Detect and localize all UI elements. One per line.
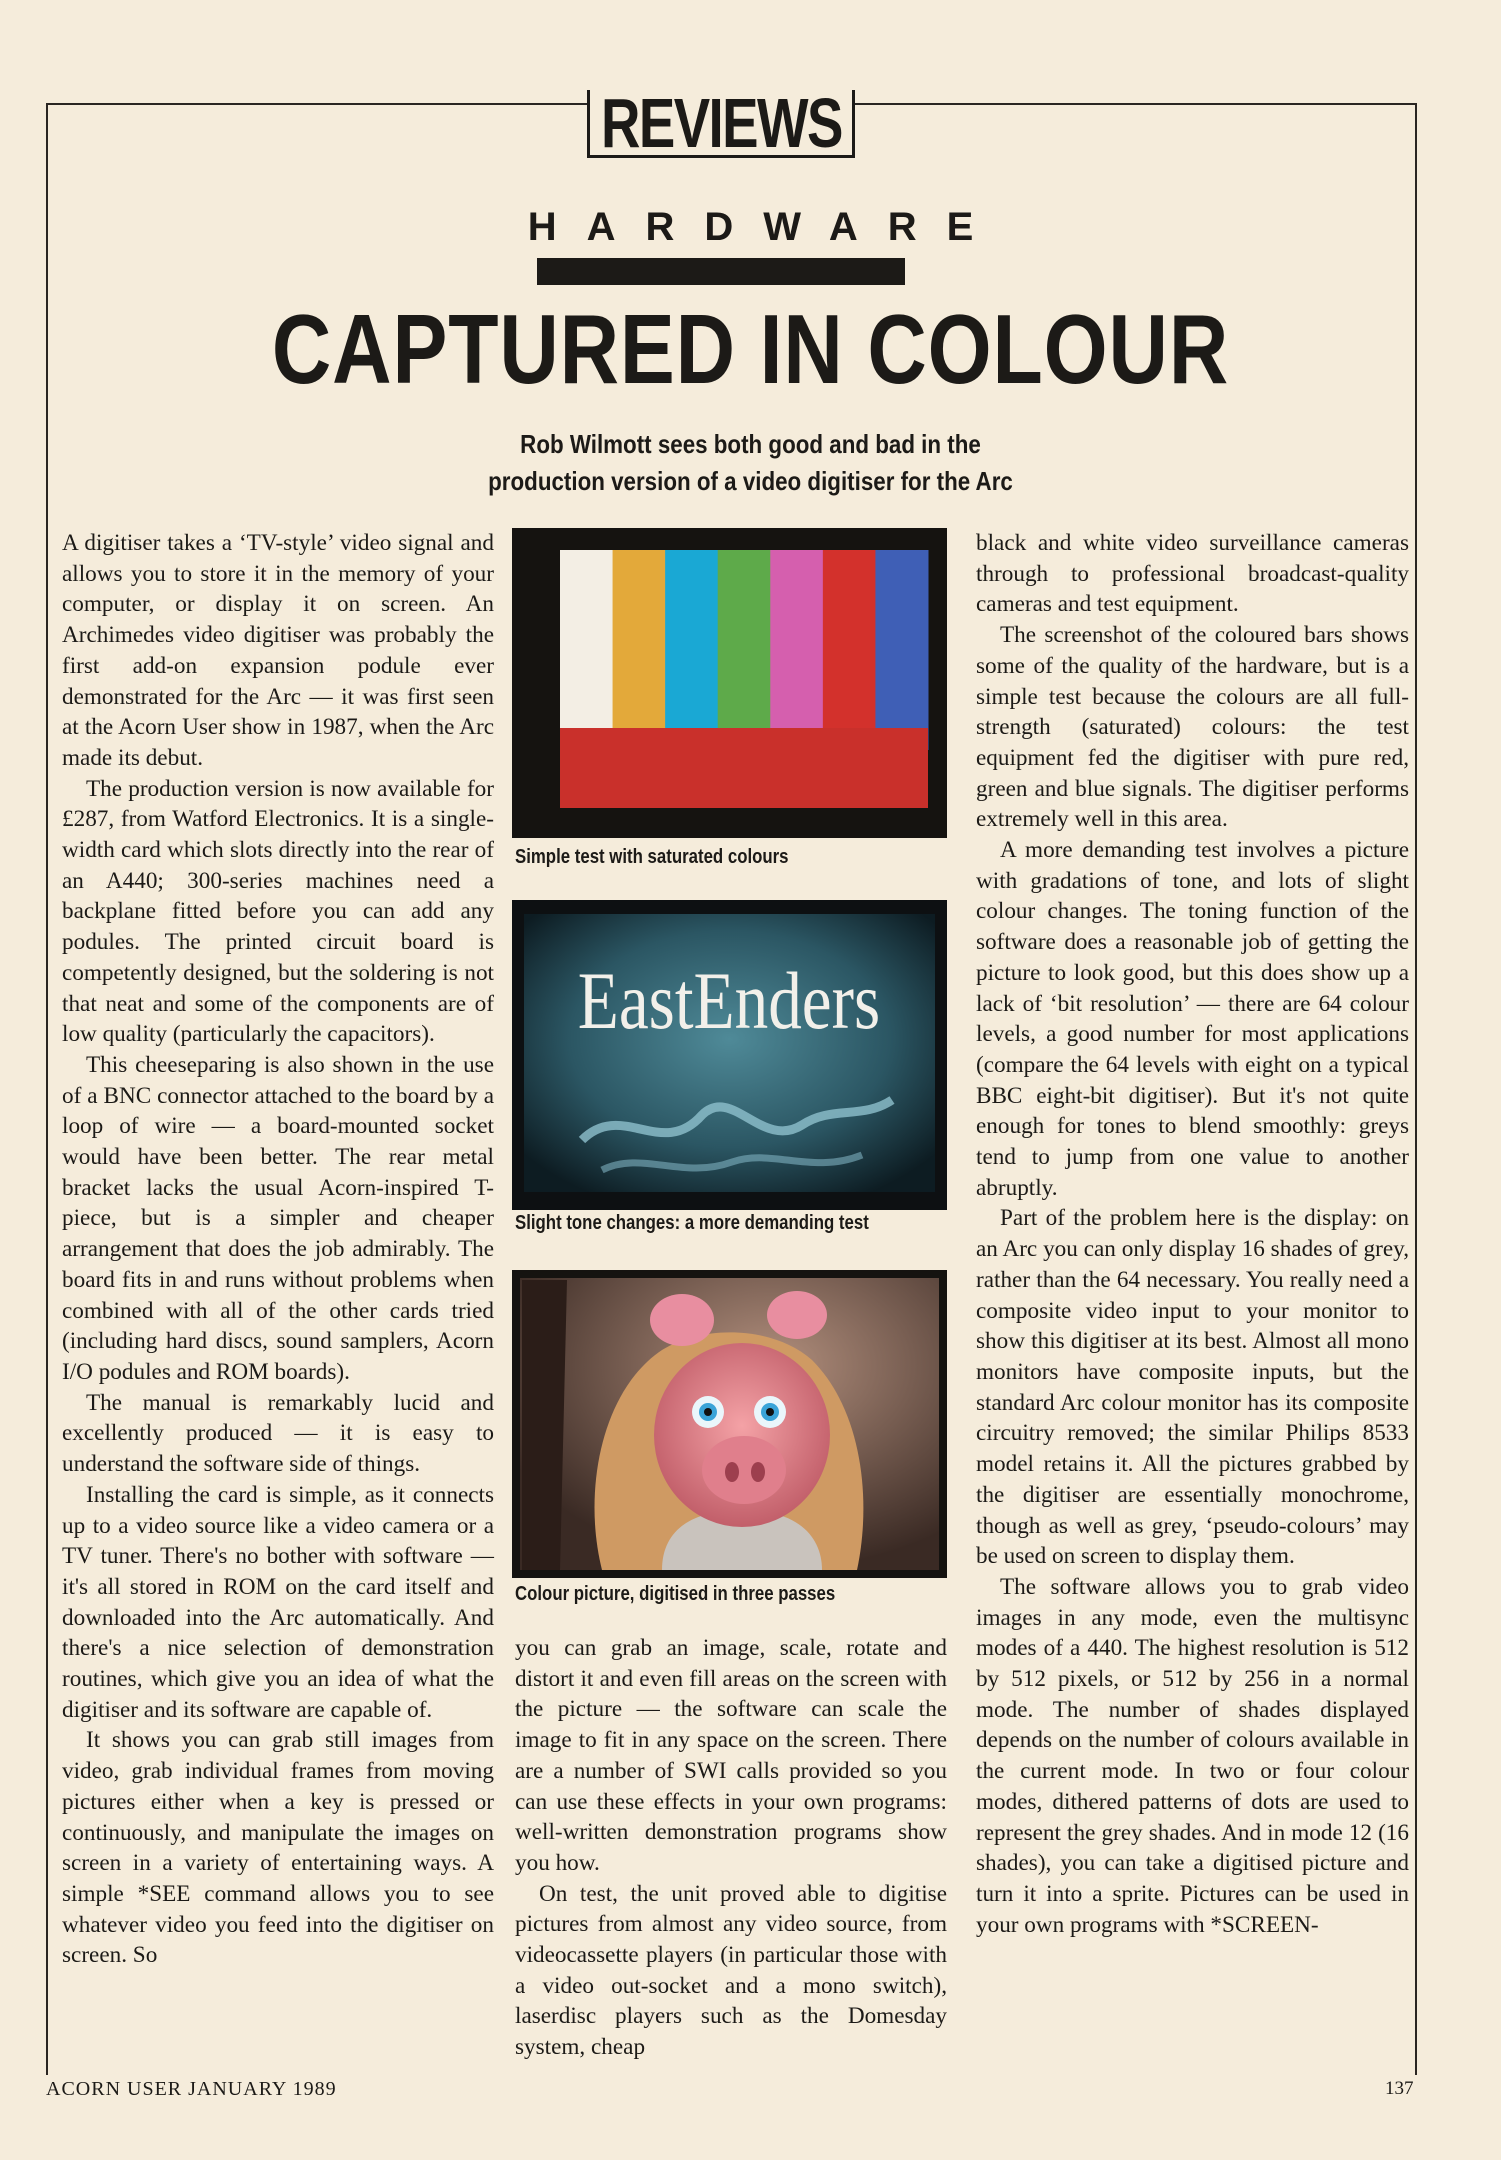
- paragraph: The manual is remarkably lucid and excellently produced — it is easy to understand the software side of things.: [62, 1389, 494, 1478]
- paragraph: black and white video surveillance cameras through to professional broadcast-quality cameras and test equipment.: [976, 530, 1409, 618]
- paragraph: The software allows you to grab video images in any mode, even the multisync modes of a 440. The highest resolution is 512 by 512 pixels, or 512 by 256 in a normal mode. The number of shades displayed depends on the number of colours available in the current mode. In two or four colour modes, dithered patterns of dots are used to represent the grey shades. And in mode 12 (16 shades), you can take a digitised picture and turn it into a sprite. Pictures can be used in your own programs with *SCREEN-: [976, 1573, 1409, 1938]
- department-label: REVIEWS: [600, 83, 842, 162]
- article-column-2: [515, 1633, 947, 2063]
- figure-caption: Slight tone changes: a more demanding test: [515, 1212, 869, 1234]
- section-label: HARDWARE: [527, 205, 1004, 249]
- colour-bar: [718, 550, 771, 750]
- paragraph: you can grab an image, scale, rotate and distort it and even fill areas on the screen with the picture — the software can scale the image to fit in any space on the screen. There are a number of SWI calls provided so you can use these effects in your own programs: well-written demonstration programs show you how.: [515, 1635, 947, 1876]
- colour-bar: [613, 550, 666, 750]
- footer-page-number: 137: [1385, 2078, 1414, 2099]
- article-column-3: [976, 528, 1409, 1940]
- paragraph: Installing the card is simple, as it connects up to a video source like a video camera or a TV tuner. There's no bother with software — it's all stored in ROM on the card itself and downloaded into the Arc automatically. And there's a nice selection of demonstration routines, which give you an idea of what the digitiser and its software are capable of.: [62, 1481, 494, 1723]
- paragraph: A digitiser takes a ‘TV-style’ video signal and allows you to store it in the memory of your computer, or display it on screen. An Archimedes video digitiser was probably the first add-on expansion podule ever demonstrated for the Arc — it was first seen at the Acorn User show in 1987, when the Arc made its debut.: [62, 530, 494, 771]
- paragraph: It shows you can grab still images from video, grab individual frames from moving pictures either when a key is pressed or continuously, and manipulate the images on screen in a variety of entertaining ways. A simple *SEE command allows you to see whatever video you feed into the digitiser on screen. So: [62, 1727, 494, 1969]
- article-column-1: [62, 528, 494, 1971]
- standfirst-line: production version of a video digitiser for the Arc: [488, 466, 1013, 496]
- paragraph: This cheeseparing is also shown in the use of a BNC connector attached to the board by a loop of wire — a board-mounted socket would have been better. The rear metal bracket lacks the usual Acorn-inspired T-piece, but is a simpler and cheaper arrangement that does the job admirably. The board fits in and runs without problems when combined with all of the other cards tried (including hard discs, sound samplers, Acorn I/O podules and ROM boards).: [62, 1051, 494, 1385]
- figure-caption: Simple test with saturated colours: [515, 846, 789, 868]
- colour-bars-image: [512, 528, 947, 838]
- paragraph: Part of the problem here is the display: on an Arc you can only display 16 shades of grey, rather than the 64 necessary. You really need a composite video input to your monitor to show this digitiser at its best. Almost all mono monitors have composite inputs, but the standard Arc colour monitor has its composite circuitry removed; the similar Philips 8533 model retains it. All the pictures grabbed by the digitiser are essentially monochrome, though as well as grey, ‘pseudo-colours’ may be used on screen to display them.: [976, 1205, 1409, 1570]
- colour-picture-image: [512, 1270, 947, 1578]
- paragraph: A more demanding test involves a picture with gradations of tone, and lots of slight colour changes. The toning function of the software does a reasonable job of getting the picture to look good, but this does show up a lack of ‘bit resolution’ — there are 64 colour levels, a good number for most applications (compare the 64 levels with eight on a typical BBC eight-bit digitiser). But it's not quite enough for tones to blend smoothly: greys tend to jump from one value to another abruptly.: [976, 837, 1409, 1201]
- standfirst: [0, 426, 1501, 500]
- colour-bar: [665, 550, 718, 750]
- section-bar: [537, 258, 905, 285]
- colour-bar: [823, 550, 876, 750]
- headline: CAPTURED IN COLOUR: [271, 294, 1230, 404]
- paragraph: On test, the unit proved able to digitise pictures from almost any video source, from videocassette players (in particular those with a video out-socket and a mono switch), laserdisc players such as the Domesday system, cheap: [515, 1880, 947, 2061]
- figure-colour-picture: [512, 1270, 947, 1578]
- figure-eastenders: [512, 900, 947, 1210]
- figure-caption: Colour picture, digitised in three passes: [515, 1583, 836, 1605]
- footer-publication: ACORN USER JANUARY 1989: [46, 2078, 337, 2100]
- paragraph: The screenshot of the coloured bars shows some of the quality of the hardware, but is a simple test because the colours are all full-strength (saturated) colours: the test equipment fed the digitiser with pure red, green and blue signals. The digitiser performs extremely well in this area.: [976, 622, 1409, 833]
- eastenders-logo: EastEnders: [577, 955, 881, 1047]
- colour-bar: [875, 550, 928, 750]
- eastenders-image: [512, 900, 947, 1210]
- standfirst-line: Rob Wilmott sees both good and bad in the: [520, 429, 981, 459]
- paragraph: The production version is now available for £287, from Watford Electronics. It is a single-width card which slots directly into the rear of an A440; 300-series machines need a backplane fitted before you can add any podules. The printed circuit board is competently designed, but the soldering is not that neat and some of the components are of low quality (particularly the capacitors).: [62, 775, 494, 1048]
- figure-colour-bars: [512, 528, 947, 838]
- colour-bar: [770, 550, 823, 750]
- colour-bar: [560, 550, 613, 750]
- department-box: [587, 83, 855, 162]
